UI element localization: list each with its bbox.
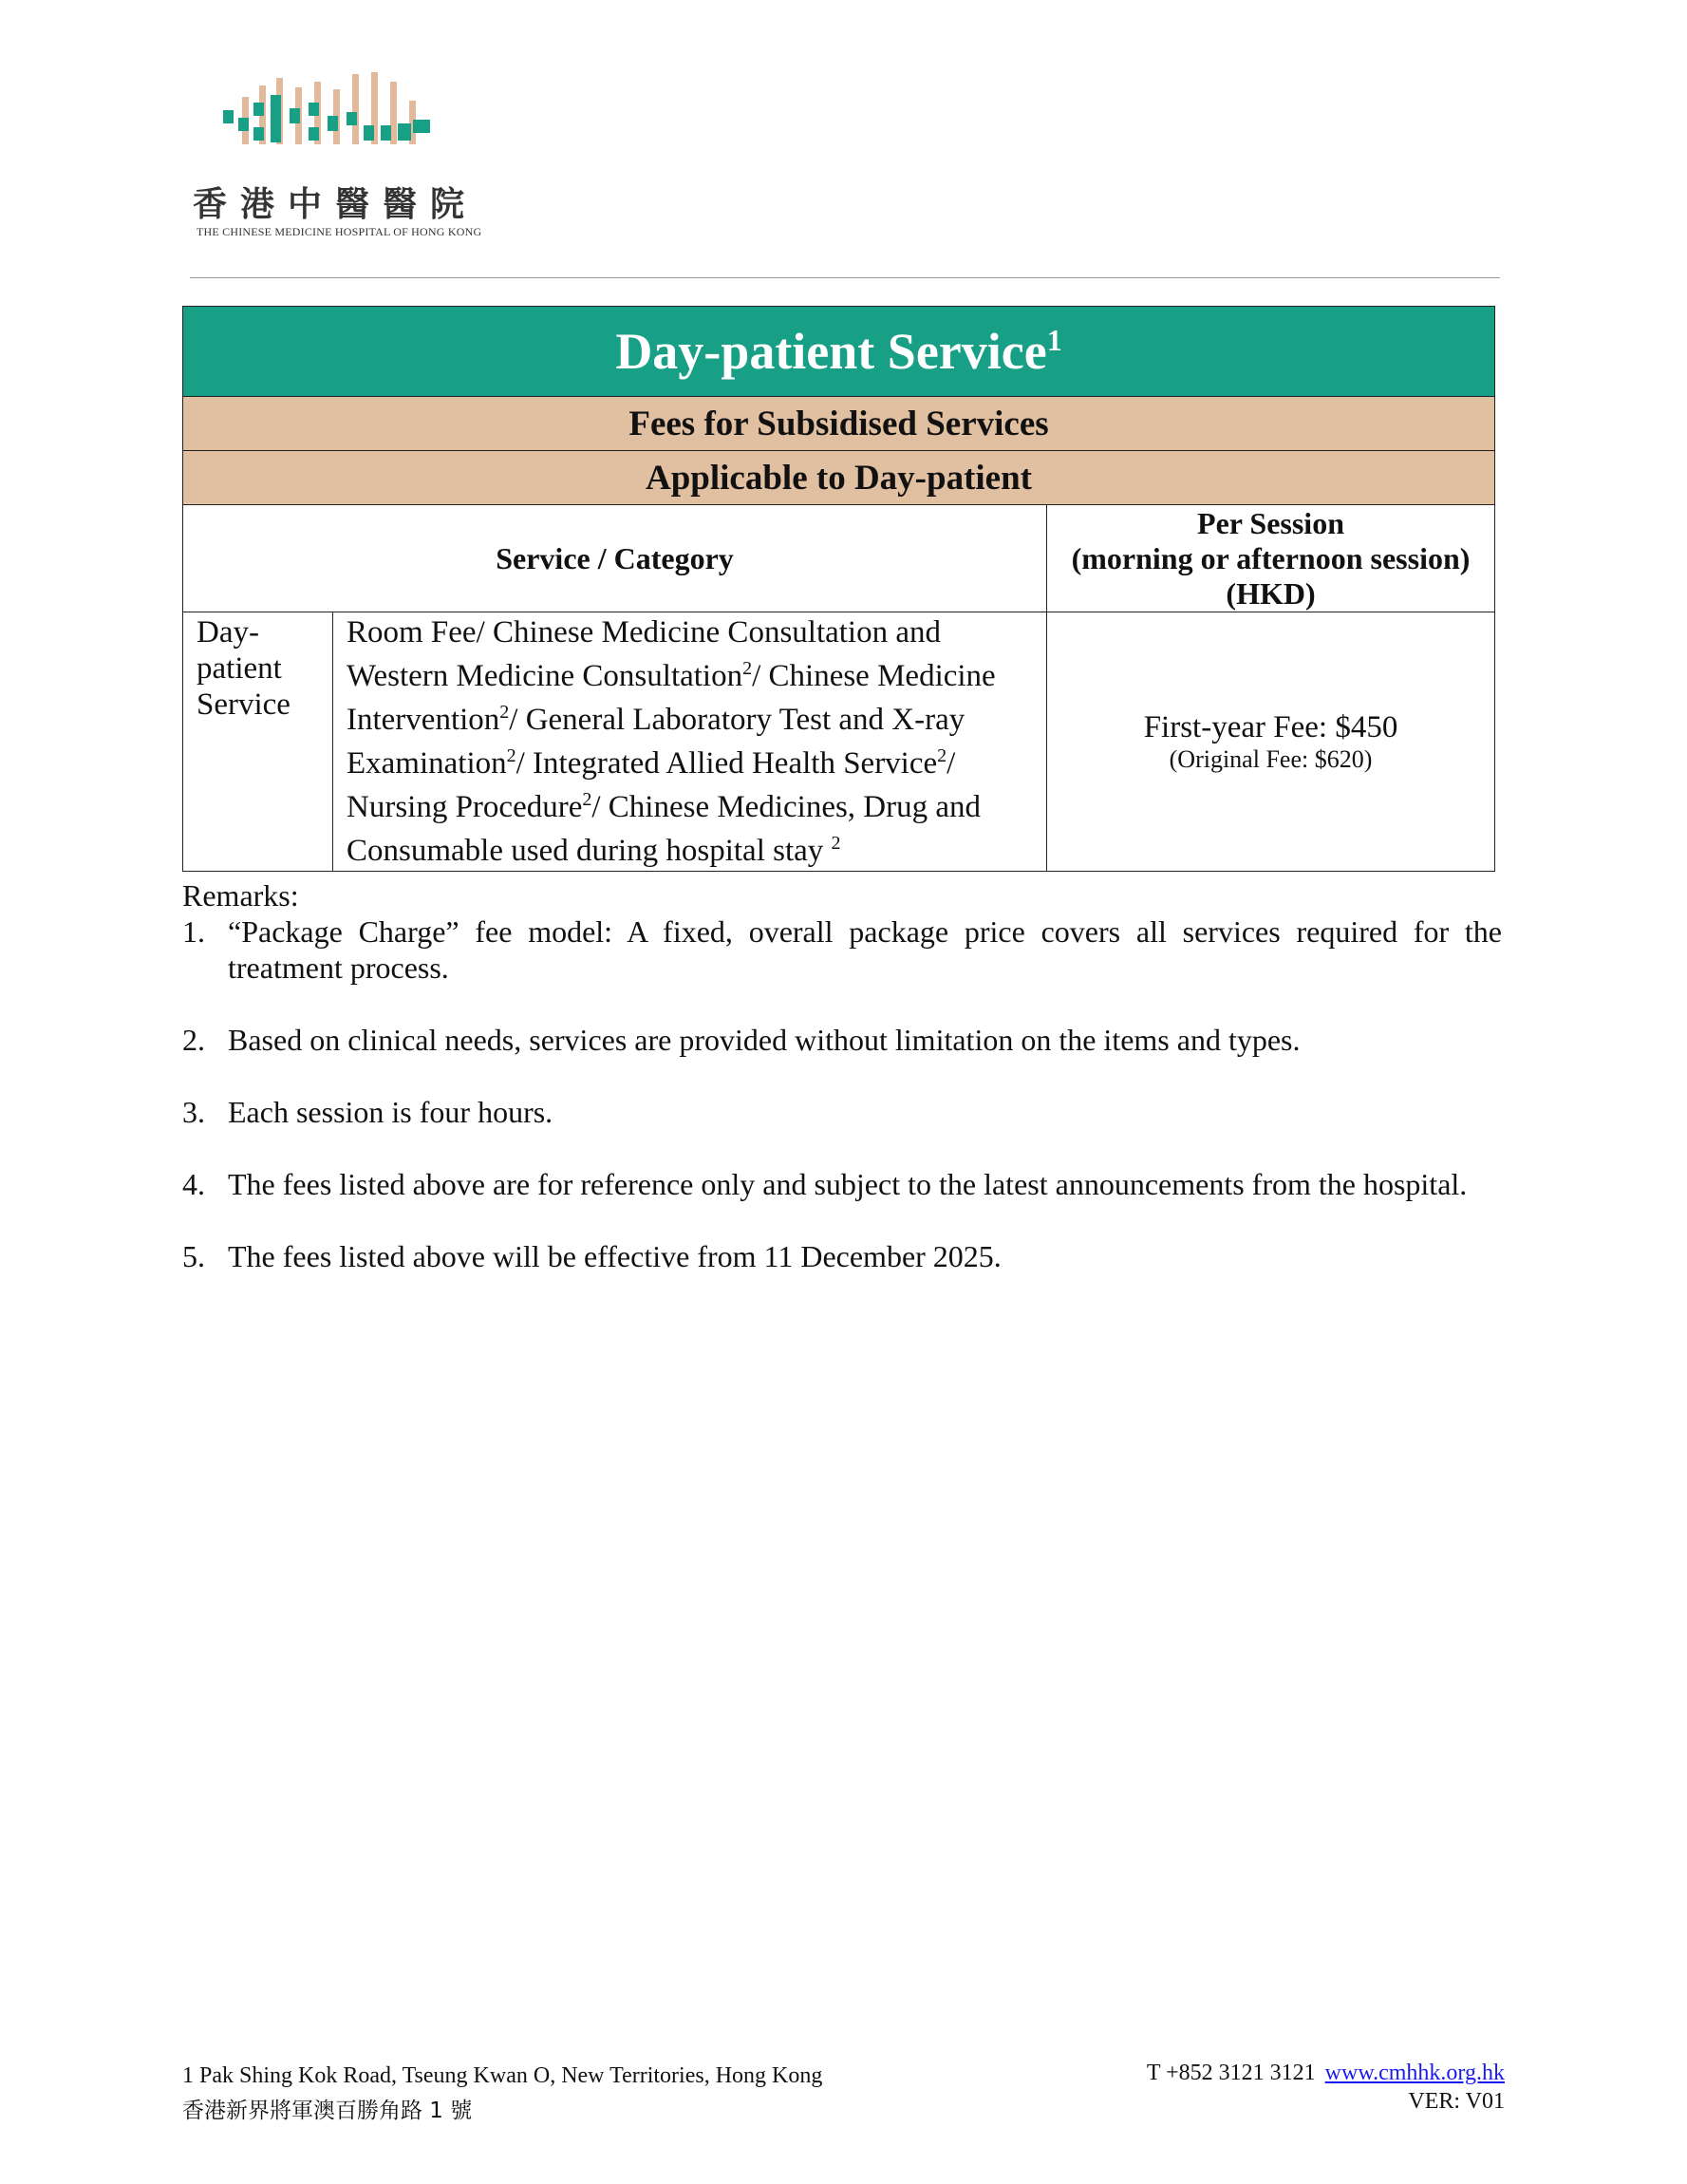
original-fee: (Original Fee: $620) <box>1169 745 1373 773</box>
list-item: 5. The fees listed above will be effective from 11 December 2025. <box>182 1239 1002 1273</box>
applicability-row <box>183 451 1495 505</box>
per-session-line3: (HKD) <box>1226 575 1316 611</box>
table-title-text: Day-patient Service <box>615 323 1047 380</box>
list-item: 1. “Package Charge” fee model: A fixed, overall package price covers all services required for the treatment process. <box>182 914 1502 985</box>
remarks-list <box>182 913 1502 1274</box>
phone-number: T +852 3121 3121 <box>1146 2061 1316 2085</box>
fee-table <box>182 306 1495 872</box>
table-row <box>183 612 1495 872</box>
website-link[interactable]: www.cmhhk.org.hk <box>1324 2061 1505 2085</box>
per-session-line2: (morning or afternoon session) <box>1071 540 1471 575</box>
list-item: 4. The fees listed above are for reference only and subject to the latest announcements from the hospital. <box>182 1167 1468 1201</box>
service-category-header: Service / Category <box>183 505 1047 612</box>
version-label: VER: V01 <box>1408 2089 1505 2114</box>
table-title <box>183 307 1495 397</box>
header-divider <box>190 277 1500 278</box>
category-cell: Day-patient Service <box>183 612 333 872</box>
remarks-section <box>182 877 1502 1310</box>
hospital-logo <box>193 68 497 239</box>
per-session-line1: Per Session <box>1197 505 1344 540</box>
service-description: Room Fee/ Chinese Medicine Consultation and Western Medicine Consultation$^2$/ Chinese Medicine Intervention$^2$/ General Laboratory Test and X-ray Examination$^2$/ Integrated Allied Health Service$^2$/ Nursing Procedure$^2$/ Chinese Medicines, Drug and Consumable used during hospital stay $^2$ <box>333 612 1047 872</box>
per-session-header <box>1047 505 1495 612</box>
list-item: 3. Each session is four hours. <box>182 1095 553 1129</box>
footer-address <box>182 2059 822 2129</box>
address-chinese: 香港新界將軍澳百勝角路 1 號 <box>182 2099 473 2123</box>
logo-mark-icon <box>221 68 449 163</box>
logo-english-name: THE CHINESE MEDICINE HOSPITAL OF HONG KONG <box>197 225 482 238</box>
table-subtitle: Fees for Subsidised Services <box>183 397 1495 451</box>
column-header-row <box>183 505 1495 612</box>
logo-chinese-name: 香港中醫醫院 <box>193 185 478 224</box>
fee-cell <box>1047 612 1495 872</box>
list-item: 2. Based on clinical needs, services are provided without limitation on the items and types. <box>182 1023 1301 1057</box>
first-year-fee: First-year Fee: $450 <box>1143 710 1398 744</box>
footer-contact <box>1147 2059 1505 2116</box>
subtitle-row <box>183 397 1495 451</box>
contact-line <box>1147 2059 1505 2087</box>
table-title-footnote: 1 <box>1046 323 1062 357</box>
remarks-label: Remarks: <box>182 878 299 913</box>
table-title-row <box>183 307 1495 397</box>
table-applicability: Applicable to Day-patient <box>183 451 1495 505</box>
address-english: 1 Pak Shing Kok Road, Tseung Kwan O, New Territories, Hong Kong <box>182 2063 823 2088</box>
